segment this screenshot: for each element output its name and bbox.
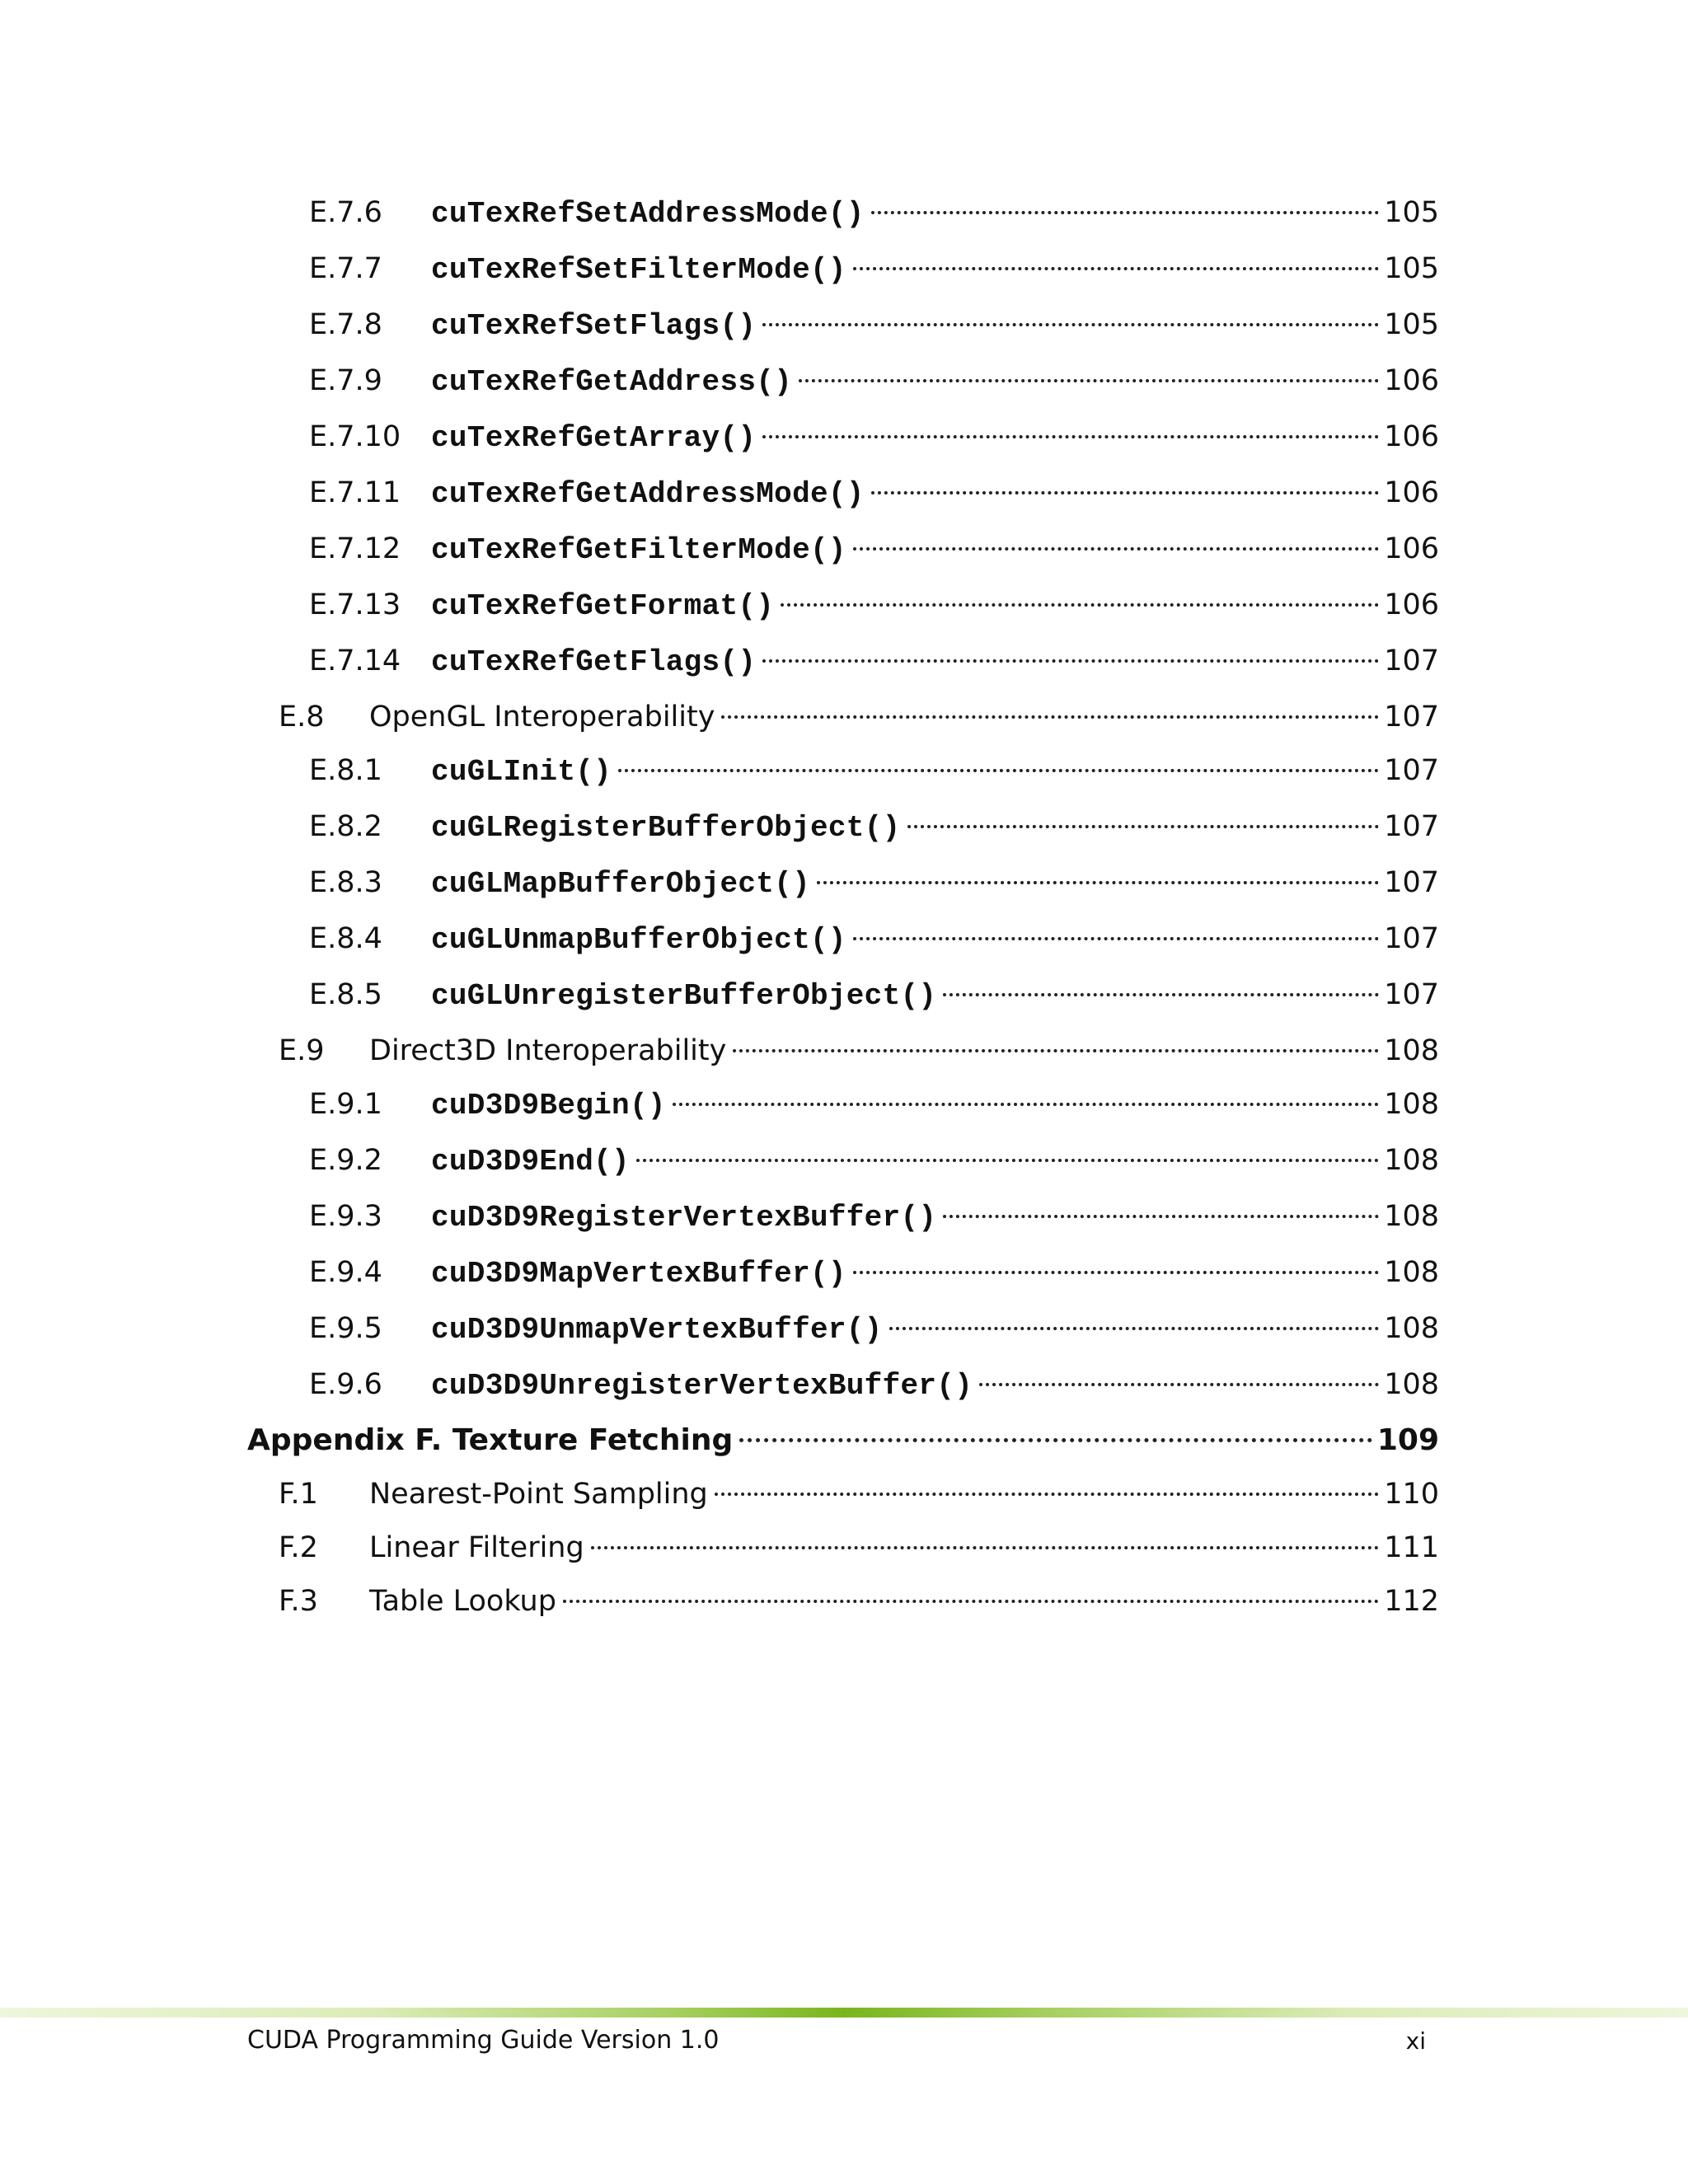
toc-entry[interactable] bbox=[247, 1200, 1439, 1256]
toc-entry[interactable] bbox=[247, 701, 1439, 754]
toc-entry-title: cuTexRefSetFlags() bbox=[431, 309, 757, 343]
toc-entry-title: cuGLInit() bbox=[431, 755, 612, 789]
toc-entry-page: 108 bbox=[1384, 1312, 1439, 1345]
footer-document-title: CUDA Programming Guide Version 1.0 bbox=[247, 2026, 720, 2055]
toc-dot-leader bbox=[871, 491, 1380, 494]
toc-entry-number: E.8.4 bbox=[309, 922, 382, 955]
toc-entry-number: E.7.6 bbox=[309, 196, 382, 229]
toc-entry-number: E.9 bbox=[279, 1034, 325, 1067]
toc-entry-title: cuTexRefGetFormat() bbox=[431, 589, 775, 623]
toc-entry-number: E.7.13 bbox=[309, 588, 401, 621]
toc-dot-leader bbox=[979, 1383, 1379, 1386]
toc-entry[interactable] bbox=[247, 1478, 1439, 1531]
toc-dot-leader bbox=[715, 1493, 1379, 1496]
toc-entry-title: Table Lookup bbox=[369, 1585, 556, 1618]
toc-entry-title: cuGLMapBufferObject() bbox=[431, 867, 810, 901]
toc-dot-leader bbox=[733, 1049, 1379, 1052]
toc-entry-number: E.8.2 bbox=[309, 810, 382, 843]
toc-entry-page: 106 bbox=[1384, 588, 1439, 621]
toc-dot-leader bbox=[673, 1103, 1379, 1106]
toc-entry-title: cuGLRegisterBufferObject() bbox=[431, 811, 901, 845]
toc-dot-leader bbox=[762, 659, 1379, 663]
toc-entry-page: 107 bbox=[1384, 754, 1439, 787]
toc-dot-leader bbox=[853, 937, 1379, 940]
toc-dot-leader bbox=[853, 547, 1379, 551]
toc-entry-number: E.7.14 bbox=[309, 644, 401, 677]
toc-entry[interactable] bbox=[247, 1256, 1439, 1312]
table-of-contents bbox=[247, 196, 1439, 1638]
toc-entry[interactable] bbox=[247, 588, 1439, 644]
footer-page-number: xi bbox=[1405, 2027, 1426, 2055]
toc-entry-title: cuTexRefSetFilterMode() bbox=[431, 253, 846, 287]
toc-entry-page: 112 bbox=[1384, 1585, 1439, 1618]
toc-entry-title: cuTexRefSetAddressMode() bbox=[431, 197, 865, 231]
toc-entry-page: 107 bbox=[1384, 701, 1439, 733]
toc-entry-number: E.8.3 bbox=[309, 866, 382, 899]
toc-entry-page: 110 bbox=[1384, 1478, 1439, 1511]
toc-dot-leader bbox=[799, 379, 1379, 382]
toc-dot-leader bbox=[943, 993, 1379, 996]
toc-entry-title: cuD3D9RegisterVertexBuffer() bbox=[431, 1201, 937, 1235]
toc-entry-number: E.9.2 bbox=[309, 1144, 382, 1177]
toc-entry-page: 106 bbox=[1384, 420, 1439, 453]
toc-entry-page: 107 bbox=[1384, 866, 1439, 899]
toc-entry-title: cuTexRefGetAddressMode() bbox=[431, 477, 865, 511]
toc-entry-number: E.9.4 bbox=[309, 1256, 382, 1289]
toc-entry-page: 106 bbox=[1384, 532, 1439, 565]
toc-dot-leader bbox=[762, 323, 1379, 326]
toc-entry-number: F.3 bbox=[279, 1585, 318, 1618]
toc-entry-page: 107 bbox=[1384, 978, 1439, 1011]
toc-entry[interactable] bbox=[247, 644, 1439, 701]
toc-dot-leader bbox=[762, 435, 1379, 438]
toc-entry-number: F.1 bbox=[279, 1478, 318, 1511]
toc-entry-number: E.7.7 bbox=[309, 252, 382, 285]
toc-entry-number: E.9.6 bbox=[309, 1368, 382, 1401]
toc-dot-leader bbox=[563, 1600, 1379, 1603]
toc-entry-title: cuD3D9Begin() bbox=[431, 1089, 666, 1122]
toc-entry-page: 105 bbox=[1384, 252, 1439, 285]
toc-entry[interactable] bbox=[247, 364, 1439, 420]
toc-entry-number: E.8 bbox=[279, 701, 325, 733]
toc-dot-leader bbox=[907, 825, 1380, 828]
toc-entry-page: 105 bbox=[1384, 308, 1439, 341]
toc-entry-title: cuD3D9MapVertexBuffer() bbox=[431, 1257, 846, 1291]
footer-green-band bbox=[0, 2008, 1688, 2018]
toc-entry[interactable] bbox=[247, 308, 1439, 364]
toc-entry-title: cuTexRefGetFlags() bbox=[431, 645, 757, 679]
toc-dot-leader bbox=[853, 267, 1379, 270]
toc-entry-title: cuD3D9UnregisterVertexBuffer() bbox=[431, 1369, 973, 1403]
toc-entry-title: cuTexRefGetFilterMode() bbox=[431, 533, 846, 567]
toc-entry-number: E.7.11 bbox=[309, 476, 401, 509]
toc-entry-title: cuGLUnmapBufferObject() bbox=[431, 923, 846, 957]
toc-entry[interactable] bbox=[247, 810, 1439, 866]
toc-entry-number: E.9.3 bbox=[309, 1200, 382, 1233]
toc-entry-title: cuD3D9End() bbox=[431, 1145, 630, 1179]
toc-entry[interactable] bbox=[247, 978, 1439, 1034]
toc-entry-number: E.8.5 bbox=[309, 978, 382, 1011]
toc-entry-page: 108 bbox=[1384, 1088, 1439, 1121]
toc-entry-page: 108 bbox=[1384, 1256, 1439, 1289]
toc-entry-title: OpenGL Interoperability bbox=[369, 701, 715, 733]
toc-entry-number: E.9.5 bbox=[309, 1312, 382, 1345]
toc-entry-number: E.9.1 bbox=[309, 1088, 382, 1121]
toc-entry[interactable] bbox=[247, 922, 1439, 978]
toc-dot-leader bbox=[817, 881, 1379, 884]
toc-entry-title: Linear Filtering bbox=[369, 1531, 584, 1564]
toc-entry-number: E.7.10 bbox=[309, 420, 401, 453]
toc-entry[interactable] bbox=[247, 252, 1439, 308]
toc-entry-title: cuD3D9UnmapVertexBuffer() bbox=[431, 1313, 883, 1347]
toc-dot-leader bbox=[591, 1546, 1379, 1549]
toc-entry-title: Appendix F. Texture Fetching bbox=[247, 1423, 734, 1457]
toc-entry[interactable] bbox=[247, 866, 1439, 922]
toc-dot-leader bbox=[871, 211, 1380, 214]
toc-entry[interactable] bbox=[247, 1585, 1439, 1638]
toc-dot-leader bbox=[721, 715, 1379, 719]
toc-entry-number: E.8.1 bbox=[309, 754, 382, 787]
toc-entry[interactable] bbox=[247, 420, 1439, 476]
toc-entry-page: 108 bbox=[1384, 1200, 1439, 1233]
toc-entry[interactable] bbox=[247, 1368, 1439, 1424]
toc-entry-title: cuTexRefGetAddress() bbox=[431, 365, 793, 399]
toc-dot-leader bbox=[636, 1159, 1379, 1162]
toc-dot-leader bbox=[853, 1271, 1379, 1274]
toc-entry[interactable] bbox=[247, 1424, 1439, 1478]
toc-entry[interactable] bbox=[247, 754, 1439, 810]
toc-dot-leader bbox=[943, 1215, 1379, 1218]
toc-entry-page: 107 bbox=[1384, 810, 1439, 843]
toc-entry-page: 109 bbox=[1376, 1423, 1439, 1457]
toc-entry[interactable] bbox=[247, 1531, 1439, 1585]
toc-dot-leader bbox=[781, 603, 1379, 607]
toc-entry[interactable] bbox=[247, 1312, 1439, 1368]
toc-dot-leader bbox=[739, 1438, 1372, 1442]
toc-entry[interactable] bbox=[247, 476, 1439, 532]
toc-entry-number: F.2 bbox=[279, 1531, 318, 1564]
toc-entry[interactable] bbox=[247, 196, 1439, 252]
toc-entry-page: 106 bbox=[1384, 364, 1439, 397]
toc-entry-number: E.7.9 bbox=[309, 364, 382, 397]
toc-dot-leader bbox=[889, 1327, 1380, 1330]
toc-entry-number: E.7.8 bbox=[309, 308, 382, 341]
toc-entry-number: E.7.12 bbox=[309, 532, 401, 565]
toc-entry[interactable] bbox=[247, 1088, 1439, 1144]
toc-entry-title: Nearest-Point Sampling bbox=[369, 1478, 708, 1511]
toc-entry[interactable] bbox=[247, 1034, 1439, 1088]
toc-entry-title: cuGLUnregisterBufferObject() bbox=[431, 979, 937, 1013]
toc-entry[interactable] bbox=[247, 1144, 1439, 1200]
toc-entry-page: 106 bbox=[1384, 476, 1439, 509]
toc-entry-page: 107 bbox=[1384, 922, 1439, 955]
toc-entry-page: 107 bbox=[1384, 644, 1439, 677]
toc-dot-leader bbox=[618, 769, 1379, 772]
toc-entry-page: 108 bbox=[1384, 1034, 1439, 1067]
toc-entry-title: Direct3D Interoperability bbox=[369, 1034, 727, 1067]
toc-entry[interactable] bbox=[247, 532, 1439, 588]
toc-entry-page: 105 bbox=[1384, 196, 1439, 229]
toc-entry-page: 108 bbox=[1384, 1368, 1439, 1401]
toc-entry-title: cuTexRefGetArray() bbox=[431, 421, 757, 455]
toc-entry-page: 108 bbox=[1384, 1144, 1439, 1177]
toc-entry-page: 111 bbox=[1384, 1531, 1439, 1564]
